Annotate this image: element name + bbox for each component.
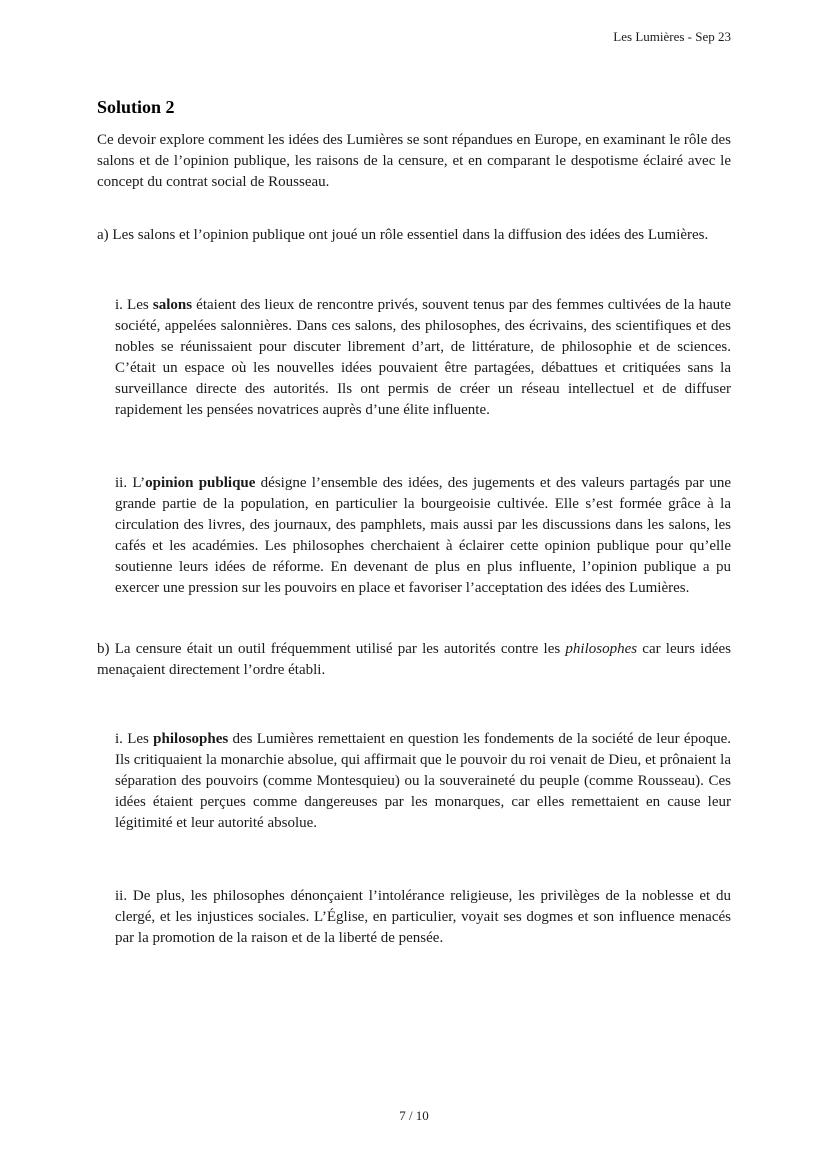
section-a-item-ii: [97, 473, 731, 599]
term-salons: salons: [152, 297, 193, 313]
section-a-item-i: [97, 295, 731, 421]
solution-title: Solution 2: [97, 97, 175, 117]
section-b-lead-text: b) La censure était un outil fréquemment utilisé par les autorités contre les: [97, 641, 566, 657]
section-b-item-i: [97, 729, 731, 834]
item-body: étaient des lieux de rencontre privés, souvent tenus par des femmes cultivées de la haute société, appelées salonnières. Dans ces salons, des philosophes, des écrivains, des scientifiques et des nobles se réunissaient pour discuter librement d’art, de littérature, de philosophie et de sciences. C’était un espace où les nouvelles idées pouvaient être partagées, débattues et critiquées sans la surveillance directe des autorités. Ils ont permis de créer un réseau intellectuel et de diffuser rapidement les pensées novatrices auprès d’une élite influente.: [115, 297, 731, 418]
item-body: des Lumières remettaient en question les fondements de la société de leur époque. Ils critiquaient la monarchie absolue, qui affirmait que le pouvoir du roi venait de Dieu, et prônaient la séparation des pouvoirs (comme Montesquieu) ou la souveraineté du peuple (comme Rousseau). Ces idées étaient perçues comme dangereuses par les monarques, car elles remettaient en cause leur légitimité et leur autorité absolue.: [115, 731, 731, 831]
term-philosophes: philosophes: [153, 731, 229, 747]
section-b-item-ii: [97, 886, 731, 949]
item-prefix: i. Les: [115, 731, 154, 747]
intro-paragraph: Ce devoir explore comment les idées des Lumières se sont répandues en Europe, en examinant le rôle des salons et de l’opinion publique, les raisons de la censure, et en comparant le despotisme éclairé avec le concept du contrat social de Rousseau.: [97, 132, 731, 190]
section-a-lead-text: a) Les salons et l’opinion publique ont joué un rôle essentiel dans la diffusion des idées des Lumières.: [97, 227, 709, 243]
item-prefix: ii.: [115, 888, 133, 904]
item-prefix: ii. L’: [115, 475, 146, 491]
section-b-lead: [97, 639, 731, 681]
item-body: désigne l’ensemble des idées, des jugements et des valeurs partagés par une grande partie de la population, en particulier la bourgeoisie cultivée. Elle s’est formée grâce à la circulation des livres, des journaux, des pamphlets, mais aussi par les discussions dans les salons, les cafés et les académies. Les philosophes cherchaient à éclairer cette opinion publique pour qu’elle soutienne leurs idées de réforme. En devenant de plus en plus influente, l’opinion publique a pu exercer une pression sur les pouvoirs en place et favoriser l’acceptation des idées des Lumières.: [115, 475, 731, 596]
item-prefix: i. Les: [115, 297, 153, 313]
page-footer: [0, 1105, 828, 1126]
page-header: [97, 28, 731, 46]
item-body: De plus, les philosophes dénonçaient l’intolérance religieuse, les privilèges de la noblesse et du clergé, et les injustices sociales. L’Église, en particulier, voyait ses dogmes et son influence menacés par la promotion de la raison et de la liberté de pensée.: [115, 888, 731, 946]
section-b-lead-post: car leurs idées menaçaient directement l’ordre établi.: [97, 641, 731, 678]
section-a-lead: [97, 225, 731, 246]
page-number: 7 / 10: [399, 1108, 429, 1123]
header-date-text: Les Lumières - Sep 23: [613, 29, 731, 44]
section-b-lead-italic: philosophes: [565, 641, 638, 657]
term-opinion-publique: opinion publique: [145, 475, 256, 491]
